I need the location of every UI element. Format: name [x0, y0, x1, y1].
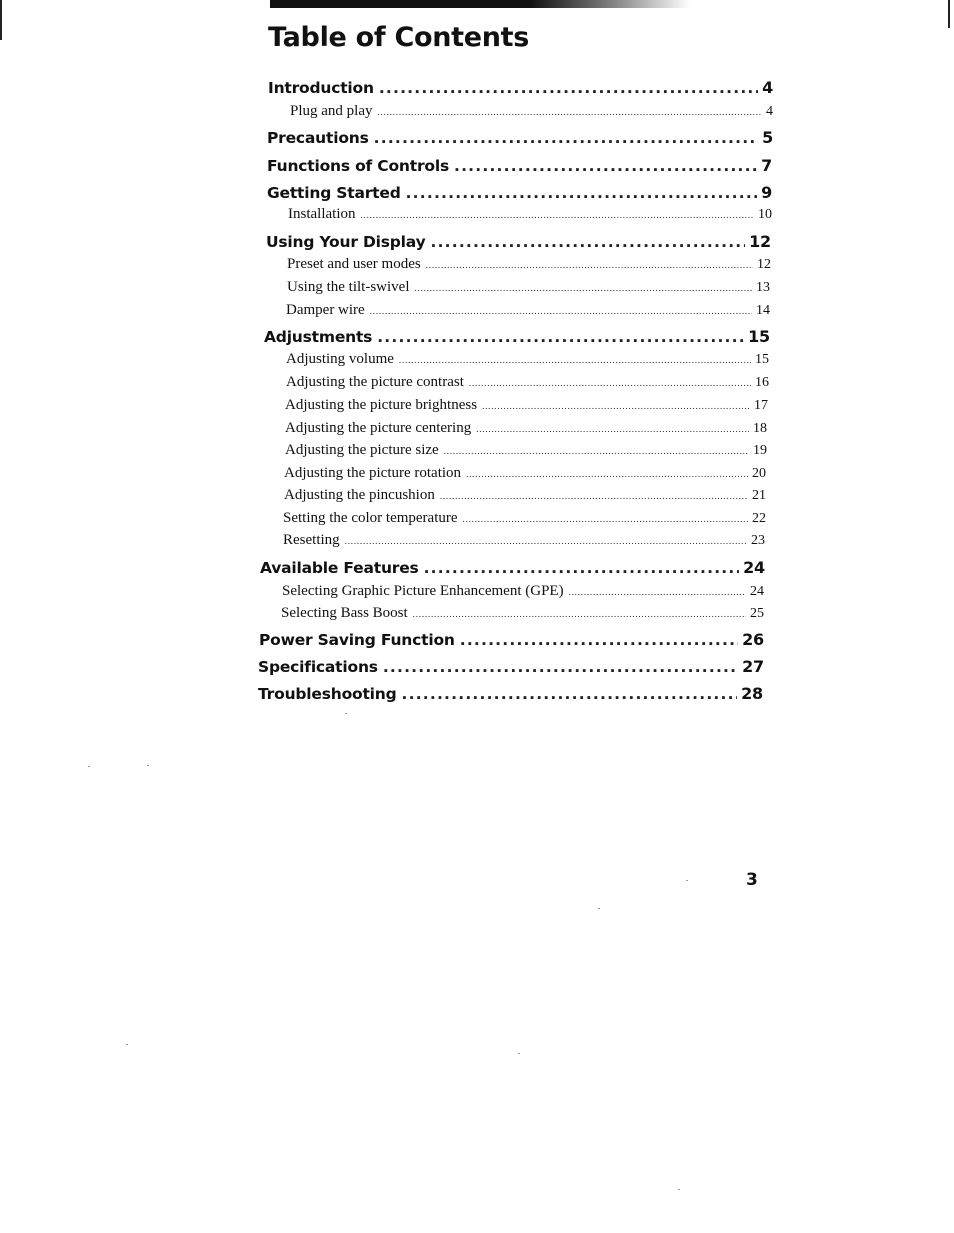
- toc-subentry[interactable]: [285, 442, 767, 459]
- toc-entry-page: 9: [761, 183, 772, 202]
- toc-entry-page: 19: [753, 443, 767, 458]
- scan-speck: [598, 908, 600, 909]
- dot-leader: [460, 631, 738, 649]
- dot-leader: [569, 587, 746, 597]
- toc-entry-label: Damper wire: [286, 302, 365, 318]
- scan-speck: [126, 1044, 128, 1045]
- toc-subentry[interactable]: [285, 397, 768, 414]
- toc-subentry[interactable]: [285, 420, 767, 437]
- toc-subentry[interactable]: [290, 103, 773, 120]
- toc-entry-page: 15: [755, 352, 769, 367]
- toc-entry[interactable]: [266, 232, 771, 251]
- toc-subentry[interactable]: [283, 532, 765, 549]
- scan-edge-mark: [0, 0, 2, 40]
- toc-entry-page: 17: [754, 398, 768, 413]
- dot-leader: [370, 306, 752, 316]
- toc-entry-label: Precautions: [267, 129, 369, 147]
- dot-leader: [406, 184, 757, 202]
- toc-entry-label: Selecting Bass Boost: [281, 605, 408, 621]
- toc-entry[interactable]: [258, 657, 764, 676]
- toc-subentry[interactable]: [283, 510, 766, 527]
- toc-entry-page: 5: [762, 128, 773, 147]
- toc-entry-label: Plug and play: [290, 103, 373, 119]
- toc-subentry[interactable]: [284, 465, 766, 482]
- toc-entry-page: 18: [753, 421, 767, 436]
- toc-entry-label: Available Features: [260, 559, 419, 577]
- dot-leader: [482, 401, 750, 411]
- toc-entry-page: 12: [749, 232, 771, 251]
- toc-entry-label: Adjusting the picture brightness: [285, 397, 478, 413]
- scan-speck: [678, 1189, 680, 1190]
- toc-entry-page: 25: [750, 606, 764, 621]
- dot-leader: [413, 609, 746, 619]
- toc-entry-label: Resetting: [283, 532, 340, 548]
- toc-subentry[interactable]: [281, 605, 764, 622]
- scan-speck: [518, 1053, 520, 1054]
- toc-entry[interactable]: [258, 684, 763, 703]
- toc-entry-page: 24: [750, 584, 764, 599]
- toc-entry-page: 13: [756, 280, 770, 295]
- page-number: 3: [746, 870, 758, 890]
- toc-entry-label: Troubleshooting: [258, 685, 397, 703]
- dot-leader: [374, 129, 758, 147]
- toc-subentry[interactable]: [286, 302, 770, 319]
- toc-entry[interactable]: [267, 183, 772, 202]
- toc-entry-page: 4: [762, 78, 773, 97]
- toc-entry-page: 14: [756, 303, 770, 318]
- dot-leader: [469, 378, 751, 388]
- toc-entry-label: Adjusting volume: [286, 351, 394, 367]
- dot-leader: [466, 469, 748, 479]
- toc-entry[interactable]: [260, 558, 765, 577]
- toc-entry-label: Functions of Controls: [267, 157, 449, 175]
- dot-leader: [361, 210, 755, 220]
- dot-leader: [345, 536, 747, 546]
- dot-leader: [377, 328, 744, 346]
- toc-entry-page: 16: [755, 375, 769, 390]
- toc-entry-page: 21: [752, 488, 766, 503]
- toc-entry-page: 24: [743, 558, 765, 577]
- toc-entry-label: Introduction: [268, 79, 374, 97]
- toc-subentry[interactable]: [284, 487, 766, 504]
- toc-entry-label: Adjusting the picture rotation: [284, 465, 462, 481]
- toc-entry-page: 12: [757, 257, 771, 272]
- toc-entry-label: Setting the color temperature: [283, 510, 458, 526]
- dot-leader: [415, 283, 753, 293]
- toc-entry[interactable]: [267, 128, 773, 147]
- toc-entry-label: Selecting Graphic Picture Enhancement (GPE): [282, 583, 564, 599]
- toc-subentry[interactable]: [286, 374, 769, 391]
- toc-entry-page: 28: [741, 684, 763, 703]
- toc-entry-page: 26: [742, 630, 764, 649]
- dot-leader: [378, 107, 763, 117]
- toc-entry-label: Getting Started: [267, 184, 401, 202]
- toc-entry-page: 10: [758, 207, 772, 222]
- toc-entry-label: Power Saving Function: [259, 631, 455, 649]
- scan-speck: [147, 765, 149, 766]
- toc-entry-label: Using Your Display: [266, 233, 426, 251]
- toc-entry[interactable]: [259, 630, 764, 649]
- toc-subentry[interactable]: [287, 256, 771, 273]
- toc-entry-label: Preset and user modes: [287, 256, 421, 272]
- toc-entry-label: Adjusting the picture size: [285, 442, 439, 458]
- dot-leader: [430, 233, 745, 251]
- toc-entry-page: 20: [752, 466, 766, 481]
- toc-subentry[interactable]: [282, 583, 764, 600]
- toc-entry-label: Specifications: [258, 658, 378, 676]
- toc-entry[interactable]: [264, 327, 770, 346]
- toc-subentry[interactable]: [286, 351, 769, 368]
- dot-leader: [476, 424, 749, 434]
- toc-entry[interactable]: [268, 78, 773, 97]
- page-title: Table of Contents: [268, 22, 530, 53]
- dot-leader: [399, 355, 751, 365]
- dot-leader: [424, 559, 740, 577]
- toc-entry-label: Adjustments: [264, 328, 373, 346]
- scan-speck: [88, 766, 90, 767]
- dot-leader: [440, 491, 748, 501]
- toc-entry-label: Adjusting the pincushion: [284, 487, 435, 503]
- toc-subentry[interactable]: [287, 279, 770, 296]
- dot-leader: [444, 446, 749, 456]
- scan-edge-mark: [948, 0, 950, 28]
- toc-entry-page: 15: [748, 327, 770, 346]
- toc-entry-label: Adjusting the picture contrast: [286, 374, 464, 390]
- dot-leader: [463, 514, 748, 524]
- toc-entry-page: 23: [751, 533, 765, 548]
- dot-leader: [383, 658, 738, 676]
- toc-entry-label: Adjusting the picture centering: [285, 420, 472, 436]
- toc-entry-label: Using the tilt-swivel: [287, 279, 410, 295]
- header-rule: [270, 0, 690, 8]
- toc-entry-label: Installation: [288, 206, 356, 222]
- scan-speck: [345, 713, 347, 714]
- toc-entry-page: 22: [752, 511, 766, 526]
- dot-leader: [426, 260, 753, 270]
- toc-entry-page: 4: [766, 104, 773, 119]
- dot-leader: [379, 79, 758, 97]
- toc-entry-page: 7: [761, 156, 772, 175]
- toc-entry-page: 27: [742, 657, 764, 676]
- toc-entry[interactable]: [267, 156, 772, 175]
- dot-leader: [402, 685, 738, 703]
- scan-speck: [686, 880, 688, 881]
- toc-subentry[interactable]: [288, 206, 772, 223]
- dot-leader: [454, 157, 757, 175]
